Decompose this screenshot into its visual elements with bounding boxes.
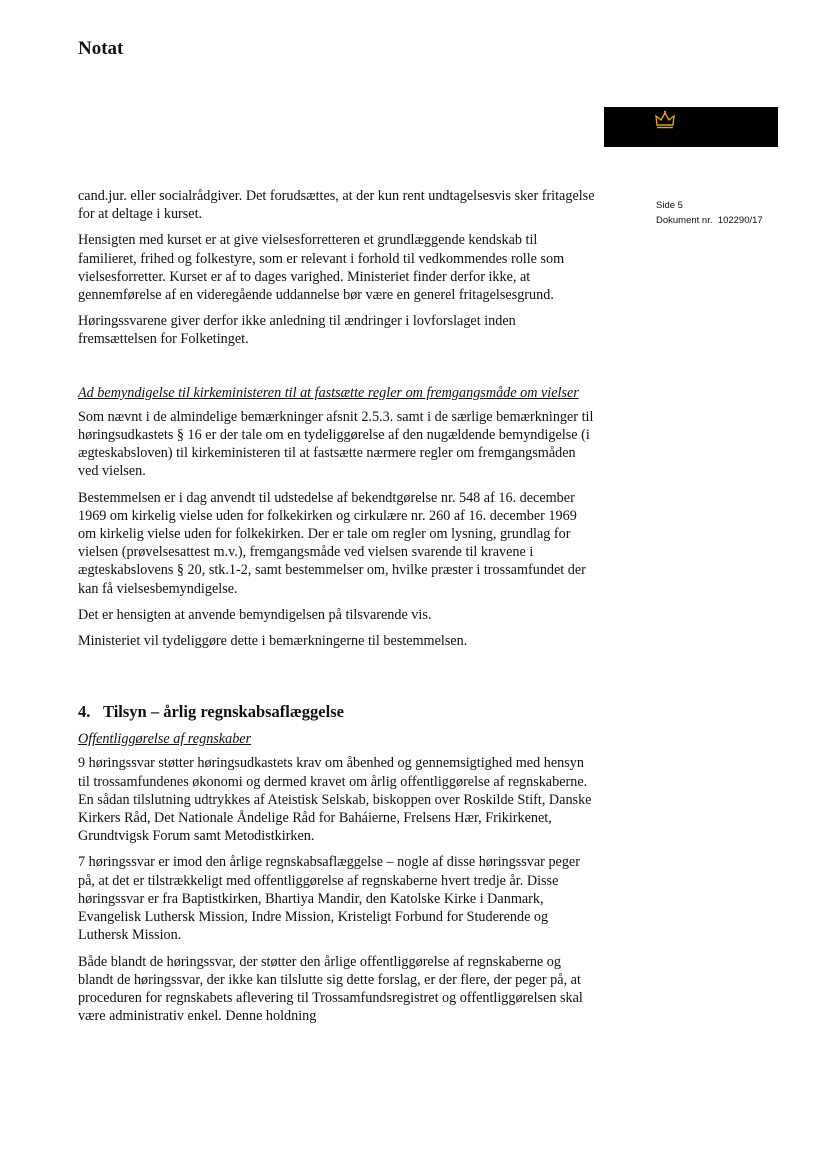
- section-heading: [78, 702, 598, 722]
- section-number: 4.: [78, 702, 91, 722]
- document-number-label: Dokument nr.: [656, 215, 713, 226]
- paragraph: Hensigten med kurset er at give vielsesforretteren et grundlæggende kendskab til familieret, frihed og folkestyre, som er relevant i forhold til vedkommendes rolle som vielsesforretter. Kurset er af to dages varighed. Ministeriet finder derfor ikke, at gennemførelse af en videregående uddannelse bør være en generel fritagelsesgrund.: [78, 232, 565, 304]
- paragraph: Som nævnt i de almindelige bemærkninger afsnit 2.5.3. samt i de særlige bemærkninger til høringsudkastets § 16 er der tale om en tydeliggørelse af den nugældende bemyndigelse (i ægteskabsloven) til kirkeministeren til at fastsætte nærmere regler om fremgangsmåden ved vielsen.: [78, 408, 594, 480]
- document-body: [78, 187, 598, 1033]
- paragraph: Høringssvarene giver derfor ikke anledning til ændringer i lovforslaget inden fremsættelsen for Folketinget.: [78, 313, 516, 348]
- section-title: Tilsyn – årlig regnskabsaflæggelse: [103, 702, 344, 722]
- paragraph: 7 høringssvar er imod den årlige regnskabsaflæggelse – nogle af disse høringssvar peger på, at det er tilstrækkeligt med offentliggørelse af regnskaberne hvert tredje år. Disse høringssvar er fra Baptistkirken, Bhartiya Mandir, den Katolske Kirke i Danmark, Evangelisk Luthersk Mission, Indre Mission, Kristeligt Forbund for Studerende og Luthersk Mission.: [78, 854, 580, 944]
- paragraph: Det er hensigten at anvende bemyndigelsen på tilsvarende vis.: [78, 606, 432, 623]
- paragraph: 9 høringssvar støtter høringsudkastets krav om åbenhed og gennemsigtighed med hensyn til trossamfundenes økonomi og dermed kravet om årlig offentliggørelse af regnskaberne. En sådan tilslutning udtrykkes af Ateistisk Selskab, biskoppen over Roskilde Stift, Danske Kirkers Råd, Det Nationale Åndelige Råd for Baháierne, Frelsens Hær, Frikirkenet, Grundtvigsk Forum samt Metodistkirken.: [78, 755, 592, 845]
- logo-bar: [604, 107, 778, 147]
- paragraph: Ministeriet vil tydeliggøre dette i bemærkningerne til bestemmelsen.: [78, 633, 468, 650]
- subsection-heading: Ad bemyndigelse til kirkeministeren til at fastsætte regler om fremgangsmåde om vielser: [78, 384, 579, 401]
- page-number: Side 5: [656, 200, 683, 211]
- paragraph: cand.jur. eller socialrådgiver. Det forudsættes, at der kun rent undtagelsesvis sker fritagelse for at deltage i kurset.: [78, 188, 595, 223]
- paragraph: Bestemmelsen er i dag anvendt til udstedelse af bekendtgørelse nr. 548 af 16. december 1969 om kirkelig vielse uden for folkekirken og cirkulære nr. 260 af 16. december 1969 om kirkelig vielse uden for folkekirken. Der er tale om regler om lysning, grundlag for vielsen (prøvelsesattest m.v.), fremgangsmåde ved vielsen svarende til kravene i ægteskabslovens § 20, stk.1-2, samt bestemmelser om, hvilke præster i trossamfundet der kan få vielsesbemyndigelse.: [78, 489, 586, 597]
- document-meta: [656, 198, 806, 228]
- document-number: 102290/17: [717, 215, 763, 226]
- subsection-heading: Offentliggørelse af regnskaber: [78, 731, 252, 748]
- document-number-line: [656, 213, 806, 228]
- paragraph: Både blandt de høringssvar, der støtter den årlige offentliggørelse af regnskaberne og blandt de høringssvar, der ikke kan tilslutte sig dette forslag, er der flere, der peger på, at proceduren for regnskabets aflevering til Trossamfundsregistret og offentliggørelsen skal være administrativ enkel. Denne holdning: [78, 953, 583, 1025]
- crown-icon: [654, 110, 676, 130]
- document-type: Notat: [78, 38, 124, 59]
